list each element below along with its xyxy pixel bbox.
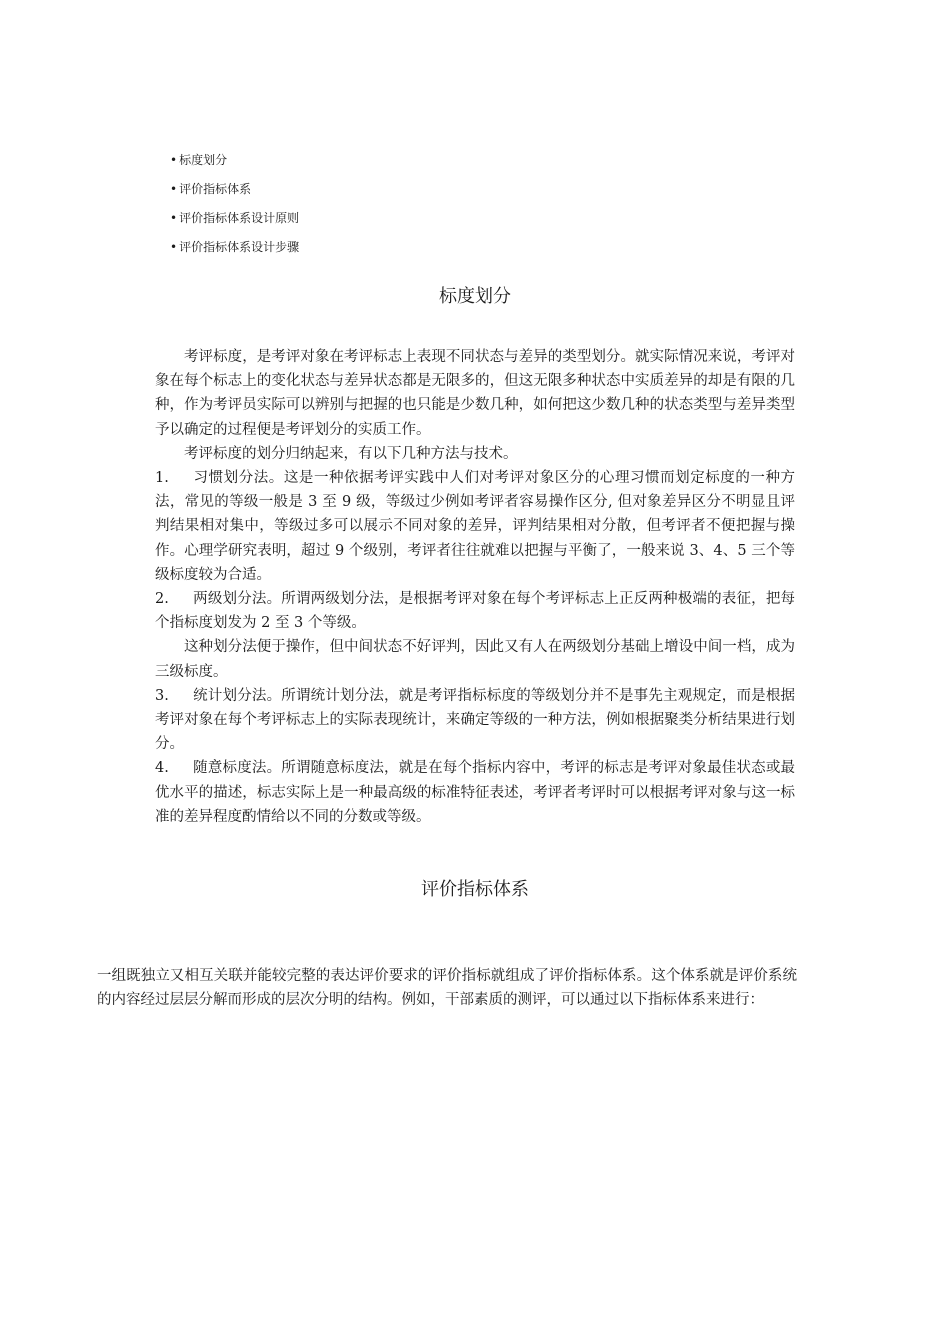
- bullet-icon: •: [170, 153, 178, 167]
- method-item-2: [155, 587, 795, 635]
- section-body-indicator-system: [97, 964, 797, 1012]
- item-text: 统计划分法。所谓统计划分法，就是考评指标标度的等级划分并不是事先主观规定，而是根据考评对象在每个考评标志上的实际表现统计，来确定等级的一种方法，例如根据聚类分析结果进行划分。: [155, 687, 795, 753]
- item-number: 3.: [155, 687, 169, 704]
- item-number: 1.: [155, 470, 169, 487]
- method-item-2-note: 这种划分法便于操作，但中间状态不好评判，因此又有人在两级划分基础上增设中间一档，成为三级标度。: [155, 639, 795, 680]
- item-number: 4.: [155, 760, 169, 777]
- bullet-icon: •: [170, 182, 178, 196]
- section-heading-indicator-system: 评价指标体系: [421, 879, 529, 900]
- methods-intro-paragraph: 考评标度的划分归纳起来，有以下几种方法与技术。: [184, 445, 518, 462]
- outline-item: [170, 233, 570, 262]
- item-text: 习惯划分法。这是一种依据考评实践中人们对考评对象区分的心理习惯而划定标度的一种方法，常见的等级一般是 3 至 9 级，等级过少例如考评者容易操作区分, 但对象差异区分不明显且评判结果相对集中，等级过多可以展示不同对象的差异，评判结果相对分散，但考评者不便把握与操作。心理学研究表明，超过 9 个级别，考评者往往就难以把握与平衡了，一般来说 3、4、5 三个等级标度较为合适。: [155, 470, 795, 583]
- outline-item: [170, 204, 570, 233]
- outline-item: [170, 175, 570, 204]
- section-body-scale: [155, 345, 795, 829]
- outline-list: [170, 146, 570, 262]
- section-heading-scale: 标度划分: [439, 286, 511, 307]
- indicator-system-paragraph: 一组既独立又相互关联并能较完整的表达评价要求的评价指标就组成了评价指标体系。这个体系就是评价系统的内容经过层层分解而形成的层次分明的结构。例如，干部素质的测评，可以通过以下指标体系来进行：: [97, 968, 797, 1009]
- outline-item: [170, 146, 570, 175]
- method-item-4: [155, 756, 795, 829]
- item-text: 两级划分法。所谓两级划分法，是根据考评对象在每个考评标志上正反两种极端的表征，把每个指标度划发为 2 至 3 个等级。: [155, 591, 795, 632]
- item-number: 2.: [155, 591, 169, 608]
- method-item-3: [155, 684, 795, 757]
- outline-item-label: 标度划分: [179, 153, 228, 167]
- bullet-icon: •: [170, 211, 178, 225]
- item-text: 随意标度法。所谓随意标度法，就是在每个指标内容中，考评的标志是考评对象最佳状态或最优水平的描述，标志实际上是一种最高级的标准特征表述，考评者考评时可以根据考评对象与这一标准的差异程度酌情给以不同的分数或等级。: [155, 760, 795, 825]
- outline-item-label: 评价指标体系设计步骤: [179, 240, 300, 254]
- outline-item-label: 评价指标体系: [179, 182, 252, 196]
- intro-paragraph: 考评标度，是考评对象在考评标志上表现不同状态与差异的类型划分。就实际情况来说，考评对象在每个标志上的变化状态与差异状态都是无限多的，但这无限多种状态中实质差异的却是有限的几种，作为考评员实际可以辨别与把握的也只能是少数几种，如何把这少数几种的状态类型与差异类型予以确定的过程便是考评划分的实质工作。: [155, 349, 795, 438]
- method-item-1: [155, 466, 795, 587]
- bullet-icon: •: [170, 240, 178, 254]
- outline-item-label: 评价指标体系设计原则: [179, 211, 300, 225]
